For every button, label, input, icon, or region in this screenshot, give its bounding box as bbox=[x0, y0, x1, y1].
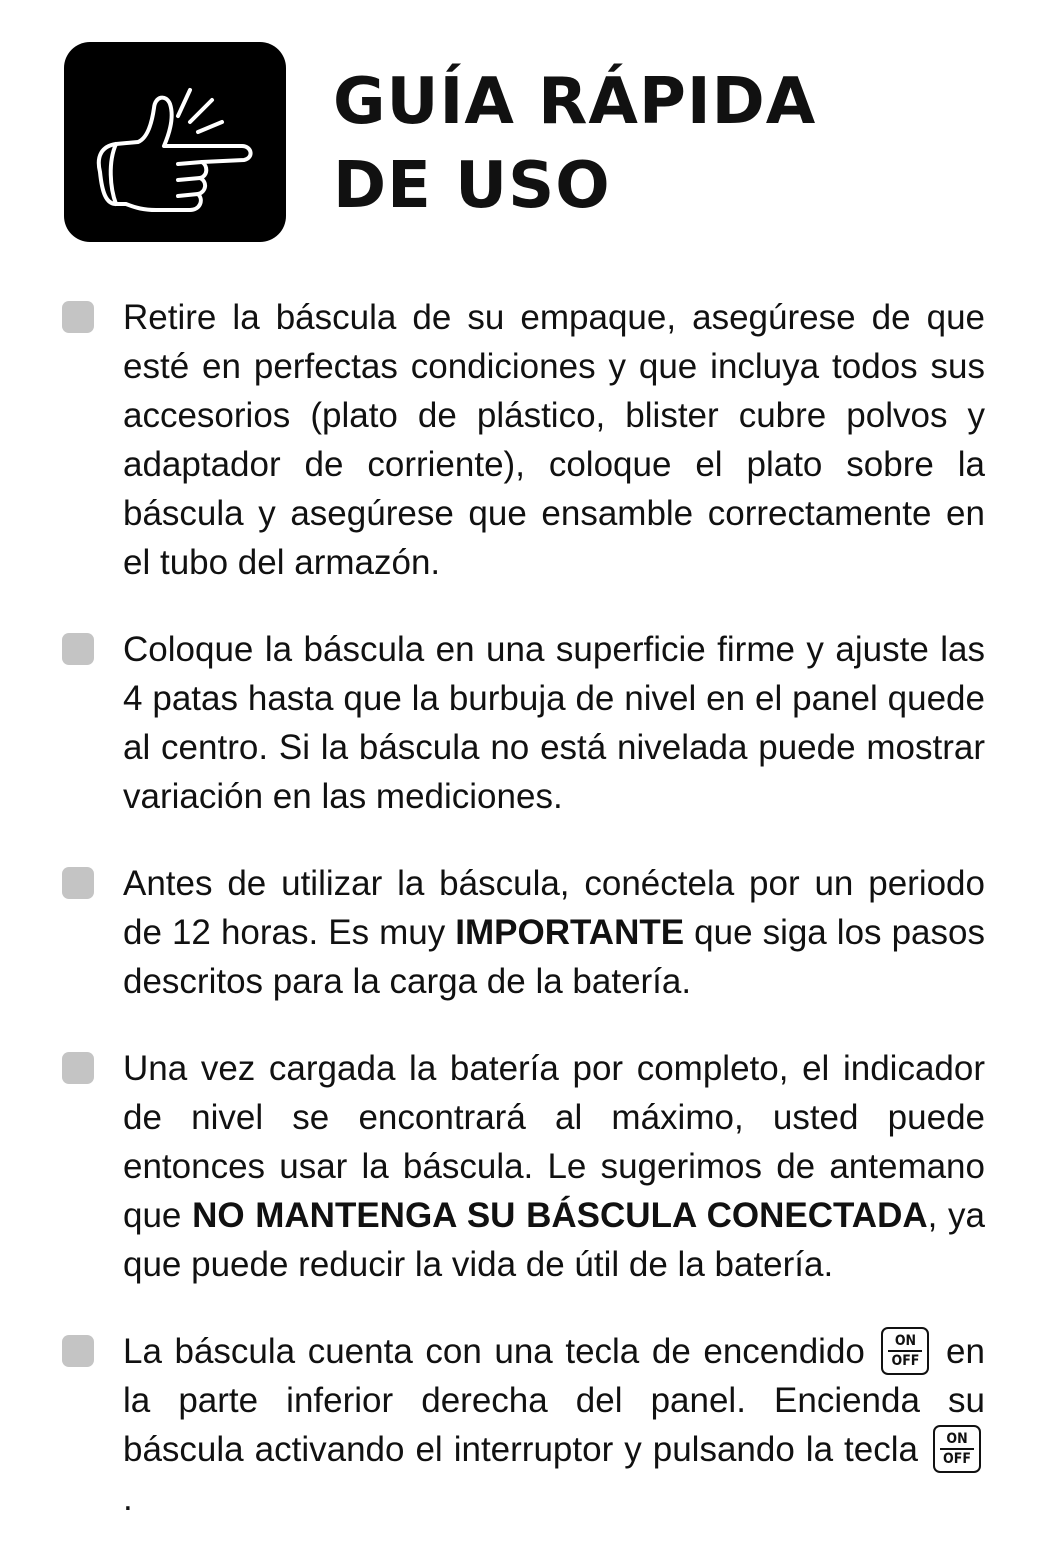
on-off-key-icon bbox=[881, 1327, 929, 1375]
text-segment: en la parte inferior derecha del panel. Encienda su báscula activando el interruptor y pulsando la tecla bbox=[123, 1332, 985, 1469]
text-segment: Una vez cargada la batería por completo, el indicador de nivel se encontrará al máximo, usted puede entonces usar la báscula. Le sugerimos de antemano que bbox=[123, 1049, 985, 1235]
list-item bbox=[0, 1044, 1060, 1289]
key-divider bbox=[888, 1350, 922, 1352]
emphasis-text: NO MANTENGA SU BÁSCULA CONECTADA bbox=[192, 1196, 928, 1235]
instruction-list bbox=[0, 293, 1060, 1561]
title-line-1: GUÍA RÁPIDA bbox=[333, 65, 817, 139]
list-item-text: Retire la báscula de su empaque, asegúrese de que esté en perfectas condiciones y que incluya todos sus accesorios (plato de plástico, blister cubre polvos y adaptador de corriente), coloque el plato sobre la báscula y asegúrese que ensamble correctamente en el tubo del armazón. bbox=[123, 298, 985, 582]
list-item bbox=[0, 859, 1060, 1006]
logo-badge bbox=[64, 42, 286, 242]
text-segment: , ya que puede reducir la vida de útil de la batería. bbox=[123, 1196, 985, 1284]
on-label: ON bbox=[946, 1430, 968, 1447]
text-segment: Antes de utilizar la báscula, conéctela por un periodo de 12 horas. Es muy bbox=[123, 864, 985, 952]
text-segment: . bbox=[123, 1479, 133, 1518]
list-item bbox=[0, 625, 1060, 821]
off-label: OFF bbox=[943, 1450, 971, 1467]
list-item-text bbox=[123, 1044, 985, 1289]
on-off-key-icon bbox=[933, 1425, 981, 1473]
checkbox-bullet-icon bbox=[62, 867, 94, 899]
on-label: ON bbox=[894, 1332, 917, 1349]
off-label: OFF bbox=[891, 1352, 920, 1369]
checkbox-bullet-icon bbox=[62, 1335, 94, 1367]
list-item bbox=[0, 293, 1060, 587]
title-line-2: DE USO bbox=[333, 149, 611, 223]
list-item bbox=[0, 1327, 1060, 1523]
key-divider bbox=[940, 1448, 974, 1450]
list-item-text bbox=[123, 859, 985, 1006]
emphasis-text: IMPORTANTE bbox=[455, 913, 685, 952]
text-segment: que siga los pasos descritos para la carga de la batería. bbox=[123, 913, 985, 1001]
checkbox-bullet-icon bbox=[62, 633, 94, 665]
list-item-text: Coloque la báscula en una superficie firme y ajuste las 4 patas hasta que la burbuja de nivel en el panel quede al centro. Si la báscula no está nivelada puede mostrar variación en las mediciones. bbox=[123, 630, 985, 816]
text-segment: La báscula cuenta con una tecla de encendido bbox=[123, 1332, 865, 1371]
pointing-hand-icon bbox=[86, 72, 266, 222]
checkbox-bullet-icon bbox=[62, 301, 94, 333]
list-item-text bbox=[123, 1327, 985, 1523]
page-title bbox=[333, 60, 816, 228]
checkbox-bullet-icon bbox=[62, 1052, 94, 1084]
